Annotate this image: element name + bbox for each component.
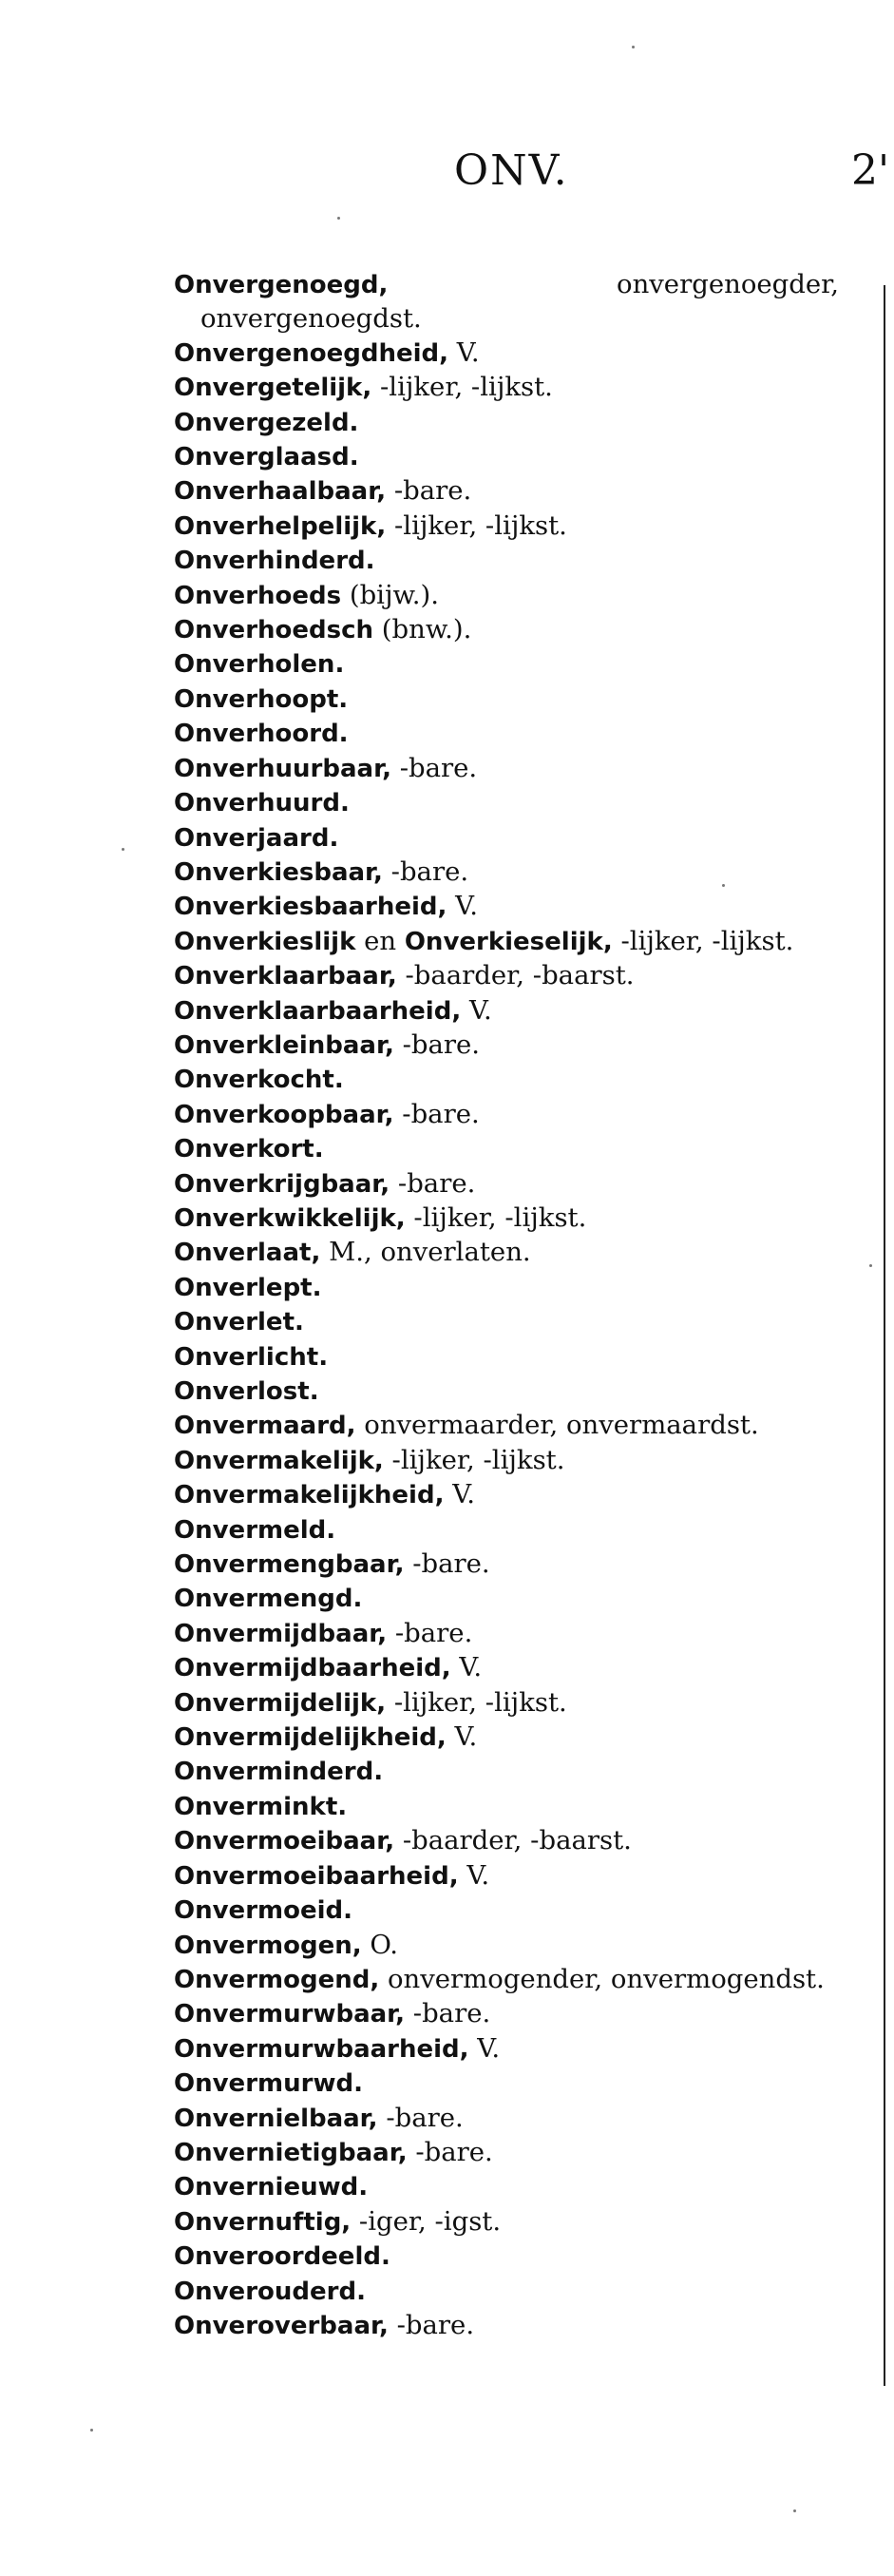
entry-forms: -bare. xyxy=(387,1617,473,1648)
entry-headword: Onvermoeibaar, xyxy=(174,1827,395,1856)
dictionary-entry xyxy=(174,371,839,405)
dictionary-entry xyxy=(174,959,839,993)
entry-forms: -lijker, -lijkst. xyxy=(405,1201,587,1233)
entry-forms: -lijker, -lijkst. xyxy=(371,372,553,403)
entry-headword: Onvermengd. xyxy=(174,1585,363,1614)
dictionary-entry xyxy=(174,1444,839,1478)
column-rule xyxy=(884,285,885,2386)
dictionary-entry xyxy=(174,925,839,959)
entry-forms: -baarder, -baarst. xyxy=(394,1825,632,1856)
entry-headword: Onvermurwbaar, xyxy=(174,2000,406,2029)
entry-forms: onvergenoegder, onvergenoegdst. xyxy=(200,269,839,335)
entry-headword: Onveroordeeld. xyxy=(174,2242,390,2272)
entry-forms: (bnw.). xyxy=(373,614,472,645)
dictionary-entry xyxy=(174,2136,839,2170)
entry-headword: Onverminderd. xyxy=(174,1758,384,1787)
running-head: ONV. xyxy=(454,146,569,195)
dictionary-entry xyxy=(174,1859,839,1894)
print-speck xyxy=(793,2509,796,2512)
dictionary-entry xyxy=(174,1340,839,1375)
entry-headword: Onverlaat, xyxy=(174,1239,321,1268)
entry-forms: -bare. xyxy=(390,752,478,783)
dictionary-entry xyxy=(174,1201,839,1236)
dictionary-entry xyxy=(174,1929,839,1963)
entry-headword: Onvernieuwd. xyxy=(174,2173,369,2202)
entry-headword: Onverholen. xyxy=(174,650,345,680)
entry-forms: M., onverlaten. xyxy=(320,1237,531,1268)
dictionary-entry xyxy=(174,1721,839,1755)
entry-forms: -bare. xyxy=(390,1167,476,1199)
dictionary-entry xyxy=(174,2102,839,2136)
page-number: 2' xyxy=(851,146,890,195)
entry-headword: Onverhoedsch xyxy=(174,616,374,645)
entry-headword: Onvermoeid. xyxy=(174,1896,353,1926)
entry-forms: -lijker, -lijkst. xyxy=(612,925,794,956)
dictionary-entry xyxy=(174,1028,839,1063)
dictionary-entry xyxy=(174,1824,839,1858)
dictionary-entry xyxy=(174,682,839,717)
entry-headword: Onvernuftig, xyxy=(174,2207,352,2237)
dictionary-entry xyxy=(174,336,839,371)
entry-headword: Onvermijdelijkheid, xyxy=(174,1723,447,1753)
dictionary-entry xyxy=(174,647,839,682)
entry-headword: Onverglaasd. xyxy=(174,443,359,472)
entry-headword: Onvermeld. xyxy=(174,1515,336,1545)
entry-forms: V. xyxy=(447,891,478,922)
entry-forms: -bare. xyxy=(388,2309,475,2340)
dictionary-entry xyxy=(174,268,839,336)
dictionary-entry xyxy=(174,579,839,613)
entry-forms: V. xyxy=(444,1479,475,1510)
entry-forms: -lijker, -lijkst. xyxy=(383,1444,565,1475)
entry-headword: Onvermurwbaarheid, xyxy=(174,2034,469,2064)
entry-headword: Onverminkt. xyxy=(174,1792,348,1821)
dictionary-entry xyxy=(174,1651,839,1685)
entry-headword-variant: Onverkieselijk, xyxy=(404,927,613,956)
entry-headword: Onvergetelijk, xyxy=(174,374,372,403)
dictionary-entry xyxy=(174,1236,839,1270)
entry-headword: Onverkieslijk xyxy=(174,927,356,956)
dictionary-entry xyxy=(174,544,839,578)
entry-headword: Onverhoopt. xyxy=(174,684,349,714)
entry-headword: Onverhoeds xyxy=(174,581,342,610)
entry-forms: (bijw.). xyxy=(341,579,439,610)
entry-headword: Onvermijdelijk, xyxy=(174,1688,387,1718)
entry-headword: Onvermaard, xyxy=(174,1412,356,1441)
entry-headword: Onvermoeibaarheid, xyxy=(174,1861,459,1891)
dictionary-entry xyxy=(174,1305,839,1339)
dictionary-entry xyxy=(174,1686,839,1721)
entry-headword: Onverlet. xyxy=(174,1308,304,1337)
dictionary-entry xyxy=(174,717,839,751)
dictionary-entry xyxy=(174,1755,839,1789)
dictionary-entry xyxy=(174,2032,839,2067)
dictionary-entry xyxy=(174,2275,839,2309)
entry-headword: Onverhuurd. xyxy=(174,789,350,818)
dictionary-entry xyxy=(174,1582,839,1616)
page-header xyxy=(0,143,894,200)
dictionary-entry xyxy=(174,821,839,855)
entry-headword: Onvermakelijkheid, xyxy=(174,1481,445,1510)
dictionary-entry xyxy=(174,994,839,1028)
entry-headword: Onverhuurbaar, xyxy=(174,754,391,783)
dictionary-entry-list xyxy=(174,268,839,2343)
entry-headword: Onvergenoegd, xyxy=(174,271,389,299)
entry-headword: Onverhaalbaar, xyxy=(174,477,387,507)
entry-headword: Onverkoopbaar, xyxy=(174,1100,394,1129)
print-speck xyxy=(869,1264,872,1267)
dictionary-entry xyxy=(174,2309,839,2343)
dictionary-entry xyxy=(174,1063,839,1097)
entry-headword: Onveroverbaar, xyxy=(174,2311,389,2340)
dictionary-entry xyxy=(174,1997,839,2031)
entry-headword: Onverhelpelijk, xyxy=(174,511,387,541)
dictionary-entry xyxy=(174,752,839,786)
dictionary-entry xyxy=(174,1132,839,1166)
entry-headword: Onvergezeld. xyxy=(174,408,359,437)
dictionary-entry xyxy=(174,2205,839,2240)
entry-headword: Onvermogend, xyxy=(174,1965,380,1994)
entry-headword: Onvermijdbaarheid, xyxy=(174,1654,451,1683)
entry-headword: Onverkrijgbaar, xyxy=(174,1169,390,1199)
entry-forms: -lijker, -lijkst. xyxy=(386,509,567,541)
dictionary-entry xyxy=(174,406,839,440)
entry-headword: Onverkort. xyxy=(174,1135,324,1164)
dictionary-entry xyxy=(174,1409,839,1443)
entry-forms: O. xyxy=(361,1929,399,1960)
entry-forms: V. xyxy=(458,1859,490,1891)
entry-headword: Onverklaarbaarheid, xyxy=(174,996,462,1026)
dictionary-entry xyxy=(174,1790,839,1824)
entry-headword: Onverhinderd. xyxy=(174,547,375,576)
entry-forms: -bare. xyxy=(382,855,469,887)
entry-headword: Onverjaard. xyxy=(174,823,339,853)
dictionary-entry xyxy=(174,1513,839,1548)
dictionary-entry xyxy=(174,1617,839,1651)
entry-headword: Onvermengbaar, xyxy=(174,1550,405,1580)
entry-forms: onvermaarder, onvermaardst. xyxy=(355,1410,759,1441)
entry-headword: Onvergenoegdheid, xyxy=(174,338,449,368)
entry-forms: V. xyxy=(446,1721,478,1753)
entry-forms: onvermogender, onvermogendst. xyxy=(379,1963,825,1994)
entry-headword: Onvernietigbaar, xyxy=(174,2138,408,2167)
entry-forms: -lijker, -lijkst. xyxy=(386,1686,567,1718)
dictionary-entry xyxy=(174,1963,839,1997)
entry-headword: Onverkleinbaar, xyxy=(174,1030,394,1060)
entry-headword: Onverlicht. xyxy=(174,1342,329,1372)
entry-forms: -iger, -igst. xyxy=(351,2205,502,2237)
dictionary-entry xyxy=(174,855,839,890)
entry-headword: Onvernielbaar, xyxy=(174,2104,378,2133)
dictionary-entry xyxy=(174,1167,839,1201)
entry-forms: V. xyxy=(461,994,492,1026)
dictionary-entry xyxy=(174,1375,839,1409)
entry-forms: V. xyxy=(448,336,480,368)
dictionary-entry xyxy=(174,1098,839,1132)
dictionary-entry xyxy=(174,1271,839,1305)
entry-forms: -bare. xyxy=(386,475,472,507)
dictionary-entry xyxy=(174,440,839,474)
dictionary-entry xyxy=(174,1894,839,1928)
entry-forms: -bare. xyxy=(393,1028,481,1060)
entry-headword: Onverouderd. xyxy=(174,2277,366,2306)
entry-headword: Onvermijdbaar, xyxy=(174,1619,388,1648)
dictionary-entry xyxy=(174,786,839,820)
print-speck xyxy=(337,217,340,220)
entry-headword: Onverklaarbaar, xyxy=(174,962,397,991)
dictionary-entry xyxy=(174,2170,839,2204)
entry-headword: Onverkiesbaar, xyxy=(174,857,383,887)
entry-forms: -baarder, -baarst. xyxy=(396,960,635,991)
entry-forms: -bare. xyxy=(377,2102,464,2133)
dictionary-entry xyxy=(174,890,839,924)
entry-headword: Onverhoord. xyxy=(174,720,349,749)
dictionary-entry xyxy=(174,509,839,544)
entry-headword: Onverlept. xyxy=(174,1273,322,1302)
entry-headword: Onvermurwd. xyxy=(174,2069,363,2099)
print-speck xyxy=(90,2429,93,2432)
entry-forms: -bare. xyxy=(405,1998,491,2029)
entry-headword: Onverlost. xyxy=(174,1377,319,1406)
entry-forms: V. xyxy=(450,1652,483,1683)
entry-connector: en xyxy=(355,925,405,956)
print-speck xyxy=(122,848,124,851)
entry-headword: Onverkocht. xyxy=(174,1066,344,1095)
dictionary-entry xyxy=(174,2067,839,2101)
entry-forms: V. xyxy=(468,2032,501,2064)
entry-headword: Onverkiesbaarheid, xyxy=(174,893,447,922)
dictionary-entry xyxy=(174,2240,839,2274)
print-speck xyxy=(722,884,725,887)
entry-headword: Onvermakelijk, xyxy=(174,1446,384,1475)
entry-forms: -bare. xyxy=(404,1548,490,1580)
dictionary-entry xyxy=(174,474,839,509)
print-speck xyxy=(632,46,635,48)
entry-headword: Onvermogen, xyxy=(174,1931,362,1960)
entry-headword: Onverkwikkelijk, xyxy=(174,1203,406,1233)
entry-forms: -bare. xyxy=(407,2136,493,2167)
entry-forms: -bare. xyxy=(393,1098,480,1129)
dictionary-entry xyxy=(174,613,839,647)
dictionary-entry xyxy=(174,1478,839,1512)
dictionary-entry xyxy=(174,1548,839,1582)
